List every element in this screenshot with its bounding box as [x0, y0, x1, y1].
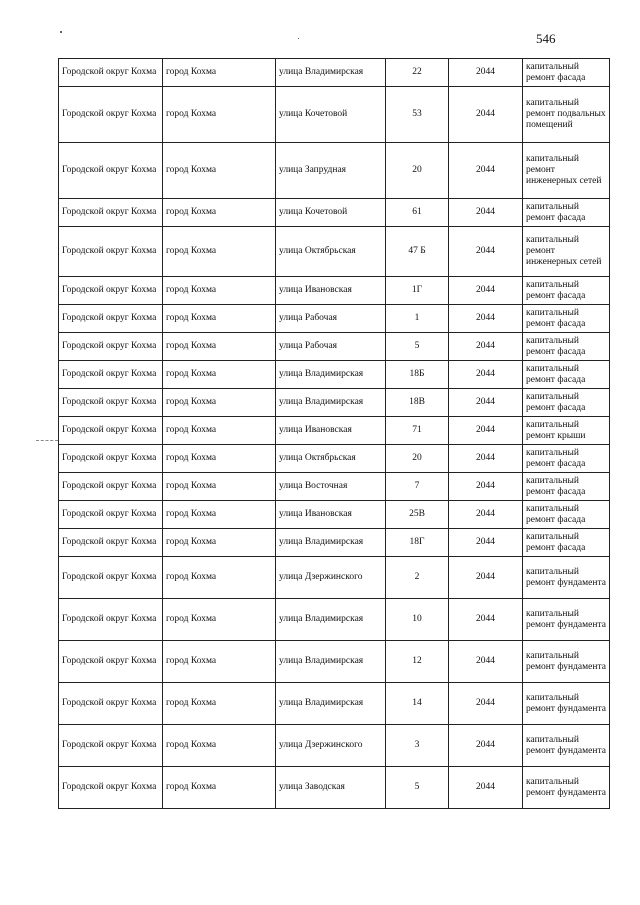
- table-row: [59, 227, 610, 277]
- table-row: [59, 557, 610, 599]
- district-cell: Городской округ Кохма: [59, 529, 163, 557]
- city-cell: город Кохма: [163, 277, 276, 305]
- work-type-cell: капитальный ремонт фундамента: [523, 641, 610, 683]
- city-cell: город Кохма: [163, 599, 276, 641]
- district-cell: Городской округ Кохма: [59, 725, 163, 767]
- year-cell: 2044: [449, 557, 523, 599]
- street-cell: улица Ивановская: [276, 417, 386, 445]
- work-type-cell: капитальный ремонт фундамента: [523, 767, 610, 809]
- house-number-cell: 5: [386, 767, 449, 809]
- house-number-cell: 7: [386, 473, 449, 501]
- city-cell: город Кохма: [163, 417, 276, 445]
- table-row: [59, 725, 610, 767]
- year-cell: 2044: [449, 59, 523, 87]
- house-number-cell: 18В: [386, 389, 449, 417]
- district-cell: Городской округ Кохма: [59, 59, 163, 87]
- work-type-cell: капитальный ремонт фасада: [523, 333, 610, 361]
- table-row: [59, 501, 610, 529]
- city-cell: город Кохма: [163, 227, 276, 277]
- house-number-cell: 22: [386, 59, 449, 87]
- year-cell: 2044: [449, 227, 523, 277]
- table-row: [59, 445, 610, 473]
- district-cell: Городской округ Кохма: [59, 389, 163, 417]
- table-row: [59, 641, 610, 683]
- house-number-cell: 53: [386, 87, 449, 143]
- house-number-cell: 5: [386, 333, 449, 361]
- house-number-cell: 61: [386, 199, 449, 227]
- repair-schedule-table: [58, 58, 610, 809]
- street-cell: улица Ивановская: [276, 501, 386, 529]
- year-cell: 2044: [449, 725, 523, 767]
- table-row: [59, 333, 610, 361]
- street-cell: улица Рабочая: [276, 333, 386, 361]
- table-row: [59, 529, 610, 557]
- city-cell: город Кохма: [163, 333, 276, 361]
- table-row: [59, 277, 610, 305]
- work-type-cell: капитальный ремонт фундамента: [523, 683, 610, 725]
- work-type-cell: капитальный ремонт фасада: [523, 199, 610, 227]
- house-number-cell: 25В: [386, 501, 449, 529]
- district-cell: Городской округ Кохма: [59, 277, 163, 305]
- scan-speck: [298, 38, 299, 39]
- work-type-cell: капитальный ремонт фасада: [523, 445, 610, 473]
- city-cell: город Кохма: [163, 529, 276, 557]
- city-cell: город Кохма: [163, 445, 276, 473]
- district-cell: Городской округ Кохма: [59, 87, 163, 143]
- street-cell: улица Кочетовой: [276, 87, 386, 143]
- city-cell: город Кохма: [163, 59, 276, 87]
- work-type-cell: капитальный ремонт фасада: [523, 361, 610, 389]
- district-cell: Городской округ Кохма: [59, 361, 163, 389]
- table-row: [59, 87, 610, 143]
- street-cell: улица Владимирская: [276, 641, 386, 683]
- street-cell: улица Кочетовой: [276, 199, 386, 227]
- work-type-cell: капитальный ремонт инженерных сетей: [523, 227, 610, 277]
- street-cell: улица Заводская: [276, 767, 386, 809]
- table-row: [59, 767, 610, 809]
- district-cell: Городской округ Кохма: [59, 227, 163, 277]
- house-number-cell: 1: [386, 305, 449, 333]
- district-cell: Городской округ Кохма: [59, 333, 163, 361]
- city-cell: город Кохма: [163, 473, 276, 501]
- year-cell: 2044: [449, 445, 523, 473]
- year-cell: 2044: [449, 361, 523, 389]
- house-number-cell: 20: [386, 143, 449, 199]
- house-number-cell: 1Г: [386, 277, 449, 305]
- house-number-cell: 18Г: [386, 529, 449, 557]
- table-row: [59, 473, 610, 501]
- city-cell: город Кохма: [163, 389, 276, 417]
- year-cell: 2044: [449, 473, 523, 501]
- district-cell: Городской округ Кохма: [59, 417, 163, 445]
- house-number-cell: 12: [386, 641, 449, 683]
- work-type-cell: капитальный ремонт фундамента: [523, 725, 610, 767]
- house-number-cell: 2: [386, 557, 449, 599]
- year-cell: 2044: [449, 199, 523, 227]
- year-cell: 2044: [449, 333, 523, 361]
- table-row: [59, 59, 610, 87]
- city-cell: город Кохма: [163, 87, 276, 143]
- year-cell: 2044: [449, 389, 523, 417]
- house-number-cell: 10: [386, 599, 449, 641]
- table-row: [59, 389, 610, 417]
- year-cell: 2044: [449, 417, 523, 445]
- district-cell: Городской округ Кохма: [59, 199, 163, 227]
- street-cell: улица Дзержинского: [276, 557, 386, 599]
- district-cell: Городской округ Кохма: [59, 641, 163, 683]
- city-cell: город Кохма: [163, 361, 276, 389]
- city-cell: город Кохма: [163, 199, 276, 227]
- street-cell: улица Владимирская: [276, 599, 386, 641]
- table-row: [59, 361, 610, 389]
- city-cell: город Кохма: [163, 767, 276, 809]
- table-row: [59, 305, 610, 333]
- work-type-cell: капитальный ремонт крыши: [523, 417, 610, 445]
- year-cell: 2044: [449, 87, 523, 143]
- district-cell: Городской округ Кохма: [59, 599, 163, 641]
- street-cell: улица Владимирская: [276, 361, 386, 389]
- city-cell: город Кохма: [163, 557, 276, 599]
- house-number-cell: 20: [386, 445, 449, 473]
- street-cell: улица Дзержинского: [276, 725, 386, 767]
- city-cell: город Кохма: [163, 143, 276, 199]
- work-type-cell: капитальный ремонт фундамента: [523, 599, 610, 641]
- street-cell: улица Октябрьская: [276, 227, 386, 277]
- table-row: [59, 143, 610, 199]
- house-number-cell: 3: [386, 725, 449, 767]
- house-number-cell: 14: [386, 683, 449, 725]
- district-cell: Городской округ Кохма: [59, 143, 163, 199]
- page-number: 546: [536, 31, 556, 46]
- city-cell: город Кохма: [163, 683, 276, 725]
- street-cell: улица Рабочая: [276, 305, 386, 333]
- district-cell: Городской округ Кохма: [59, 501, 163, 529]
- work-type-cell: капитальный ремонт фасада: [523, 305, 610, 333]
- work-type-cell: капитальный ремонт фасада: [523, 277, 610, 305]
- house-number-cell: 71: [386, 417, 449, 445]
- street-cell: улица Восточная: [276, 473, 386, 501]
- street-cell: улица Владимирская: [276, 683, 386, 725]
- street-cell: улица Октябрьская: [276, 445, 386, 473]
- work-type-cell: капитальный ремонт фасада: [523, 59, 610, 87]
- year-cell: 2044: [449, 529, 523, 557]
- street-cell: улица Владимирская: [276, 59, 386, 87]
- street-cell: улица Ивановская: [276, 277, 386, 305]
- work-type-cell: капитальный ремонт инженерных сетей: [523, 143, 610, 199]
- district-cell: Городской округ Кохма: [59, 683, 163, 725]
- city-cell: город Кохма: [163, 641, 276, 683]
- table-row: [59, 417, 610, 445]
- table-row: [59, 599, 610, 641]
- work-type-cell: капитальный ремонт фасада: [523, 501, 610, 529]
- street-cell: улица Запрудная: [276, 143, 386, 199]
- year-cell: 2044: [449, 599, 523, 641]
- district-cell: Городской округ Кохма: [59, 767, 163, 809]
- work-type-cell: капитальный ремонт подвальных помещений: [523, 87, 610, 143]
- table-row: [59, 199, 610, 227]
- scan-speck: [60, 31, 62, 33]
- district-cell: Городской округ Кохма: [59, 557, 163, 599]
- district-cell: Городской округ Кохма: [59, 305, 163, 333]
- district-cell: Городской округ Кохма: [59, 445, 163, 473]
- city-cell: город Кохма: [163, 305, 276, 333]
- city-cell: город Кохма: [163, 501, 276, 529]
- year-cell: 2044: [449, 305, 523, 333]
- house-number-cell: 18Б: [386, 361, 449, 389]
- year-cell: 2044: [449, 277, 523, 305]
- year-cell: 2044: [449, 641, 523, 683]
- district-cell: Городской округ Кохма: [59, 473, 163, 501]
- work-type-cell: капитальный ремонт фасада: [523, 529, 610, 557]
- work-type-cell: капитальный ремонт фасада: [523, 473, 610, 501]
- work-type-cell: капитальный ремонт фундамента: [523, 557, 610, 599]
- year-cell: 2044: [449, 501, 523, 529]
- street-cell: улица Владимирская: [276, 389, 386, 417]
- street-cell: улица Владимирская: [276, 529, 386, 557]
- city-cell: город Кохма: [163, 725, 276, 767]
- work-type-cell: капитальный ремонт фасада: [523, 389, 610, 417]
- year-cell: 2044: [449, 683, 523, 725]
- year-cell: 2044: [449, 767, 523, 809]
- house-number-cell: 47 Б: [386, 227, 449, 277]
- year-cell: 2044: [449, 143, 523, 199]
- table-row: [59, 683, 610, 725]
- scan-margin-mark: [36, 440, 58, 441]
